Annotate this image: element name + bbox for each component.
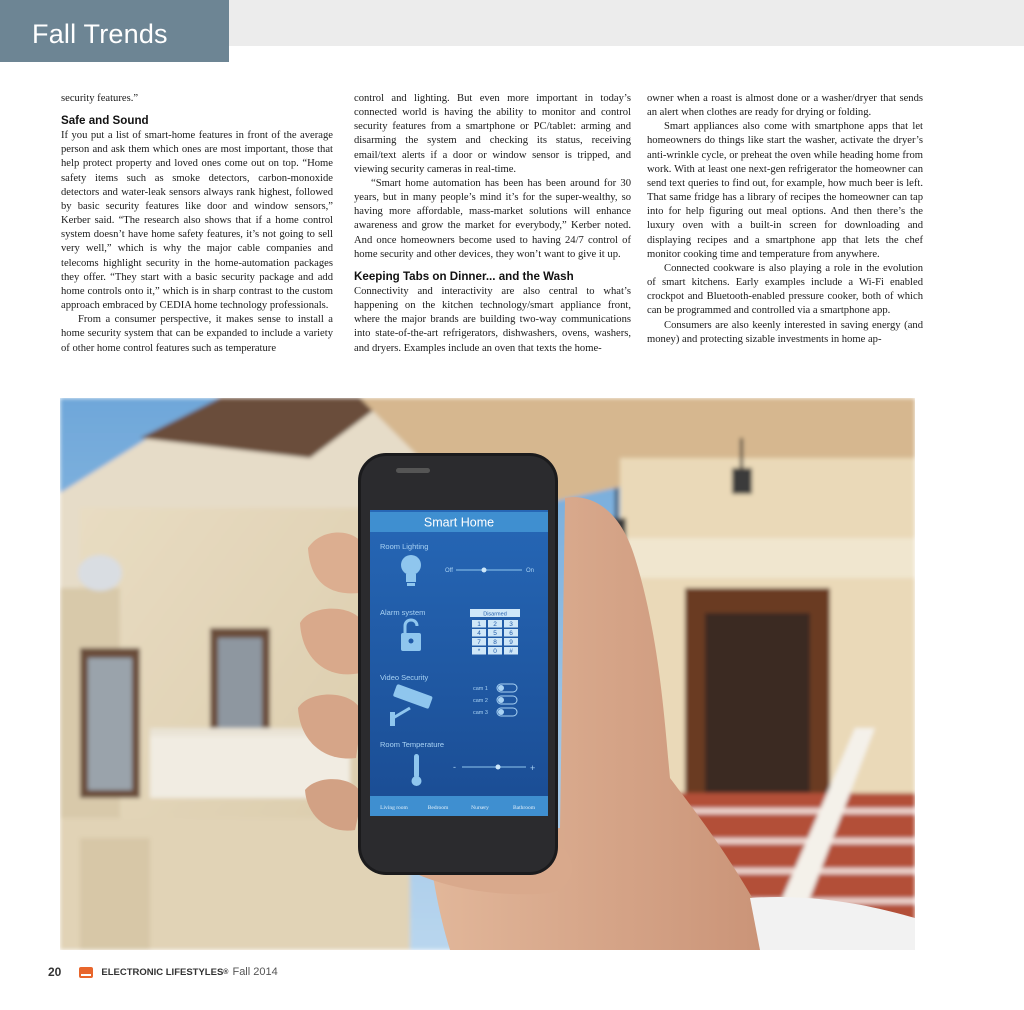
keypad-key-label: 2 <box>493 621 497 629</box>
keypad-key-label: 3 <box>509 621 513 629</box>
article-column-2 <box>354 92 631 356</box>
off-label: Off <box>445 568 453 574</box>
keypad-key-label: 7 <box>477 639 481 647</box>
paragraph: Consumers are also keenly interested in saving energy (and money) and protecting sizable investments in home ap- <box>647 319 923 345</box>
room-tab[interactable]: Nursery <box>471 805 489 811</box>
video-label: Video Security <box>380 673 429 682</box>
keypad-key-label: 9 <box>509 639 513 647</box>
temp-slider-thumb[interactable] <box>496 765 501 770</box>
subheading-keeping-tabs: Keeping Tabs on Dinner... and the Wash <box>354 269 574 283</box>
smartphone <box>358 453 558 875</box>
cam2-label: cam 2 <box>473 698 488 704</box>
article-column-3 <box>647 92 923 347</box>
paragraph: Connected cookware is also playing a role in the evolution of smart kitchens. Early examples include a Wi-Fi enabled crockpot and Bluetooth-enabled pressure cooker, both of which can be programmed and controlled via a smartphone app. <box>647 262 923 317</box>
cam3-toggle-knob <box>498 709 504 715</box>
lighting-slider-thumb[interactable] <box>482 568 487 573</box>
issue-label: Fall 2014 <box>232 966 278 978</box>
cam3-label: cam 3 <box>473 710 488 716</box>
temperature-label: Room Temperature <box>380 740 445 749</box>
paragraph: control and lighting. But even more important in today’s connected world is having the ability to monitor and control security features from a smartphone or PC/tablet: arming and disarming the system and checking its status, receiving email/text alerts if a door or window sensor is tripped, and viewing security cameras in real-time. <box>354 93 631 175</box>
keypad-key-label: # <box>509 648 513 656</box>
paragraph: If you put a list of smart-home features in front of the average person and ask them which ones are most important, those that help protect property and loved ones come out on top. “Home safety items such as smoke detectors, carbon-monoxide detectors and water-leak sensors always rank highest, followed by basic security features like door and window sensors,” Kerber said. “The research also shows that if a home control system doesn’t have home safety features, it’s not going to sell very well,” which is why the major cable companies and telecoms highlight security in the home-automation packages they offer. “They start with a basic security package and add home controls onto it,” which is in sharp contrast to the custom approach embraced by CEDIA home technology professionals. <box>61 130 333 312</box>
room-tab[interactable]: Bedroom <box>427 805 449 811</box>
cam2-toggle-knob <box>498 697 504 703</box>
magazine-logo-icon <box>79 967 93 978</box>
temp-plus[interactable]: + <box>530 763 536 773</box>
app-title: Smart Home <box>423 515 495 530</box>
page-number: 20 <box>48 965 62 979</box>
keypad-key-label: 1 <box>477 621 481 629</box>
registered-mark: ® <box>223 968 229 976</box>
cam1-toggle-knob <box>498 685 504 691</box>
lighting-label: Room Lighting <box>380 542 429 551</box>
room-tab[interactable]: Bathroom <box>513 805 535 811</box>
paragraph: owner when a roast is almost done or a washer/dryer that sends an alert when clothes are ready for drying or folding. <box>647 93 923 119</box>
room-tab[interactable]: Living room <box>380 805 408 811</box>
on-label: On <box>526 568 535 574</box>
smart-home-photo <box>60 398 915 950</box>
keypad-key-label: 0 <box>493 648 497 656</box>
keypad-key-label: * <box>477 648 481 656</box>
keypad-key-label: 4 <box>477 630 481 638</box>
keypad-key-label: 8 <box>493 639 497 647</box>
keypad-key-label: 6 <box>509 630 513 638</box>
paragraph: From a consumer perspective, it makes sense to install a home security system that can be expanded to include a variety of other home control features such as temperature <box>61 314 333 354</box>
paragraph: Smart appliances also come with smartphone apps that let homeowners do things like start the washer, activate the dryer’s anti-wrinkle cycle, or preheat the oven while heading home from work. With at least one next-gen refrigerator the homeowner can send text queries to find out, for example, how much beer is left. That same fridge has a library of recipes the homeowner can tap into for help figuring out meal options. And then there’s the luxury oven with a built-in screen for downloading and displaying recipes and a smartphone app that lets the chef monitor cooking time and temperature from anywhere. <box>647 121 923 260</box>
subheading-safe-and-sound: Safe and Sound <box>61 114 149 128</box>
paragraph: “Smart home automation has been has been around for 30 years, but in many people’s mind it’s for the super-wealthy, so having more affordable, mass-market solutions will enhance awareness and grow the market for everybody,” Kerber noted. And once homeowners become used to having 24/7 control of home security and other devices, they won’t want to give it up. <box>354 177 631 260</box>
section-title: Fall Trends <box>32 19 168 49</box>
keypad-key-label: 5 <box>493 630 497 638</box>
keypad-status: Disarmed <box>483 611 507 618</box>
temp-minus[interactable]: - <box>453 762 456 772</box>
paragraph: Connectivity and interactivity are also central to what’s happening on the kitchen technology/smart appliance front, where the major brands are building two-way communications into state-of-the-art refrigerators, dishwashers, ovens, washers, and dryers. Examples include an oven that texts the home- <box>354 285 631 354</box>
magazine-name: ELECTRONIC LIFESTYLES <box>101 966 224 978</box>
alarm-label: Alarm system <box>380 608 426 617</box>
article-column-1 <box>61 92 333 356</box>
paragraph: security features.” <box>61 93 139 104</box>
page-footer <box>48 962 278 982</box>
phone-screen <box>370 510 548 816</box>
cam1-label: cam 1 <box>473 686 488 692</box>
section-tab <box>0 0 229 62</box>
